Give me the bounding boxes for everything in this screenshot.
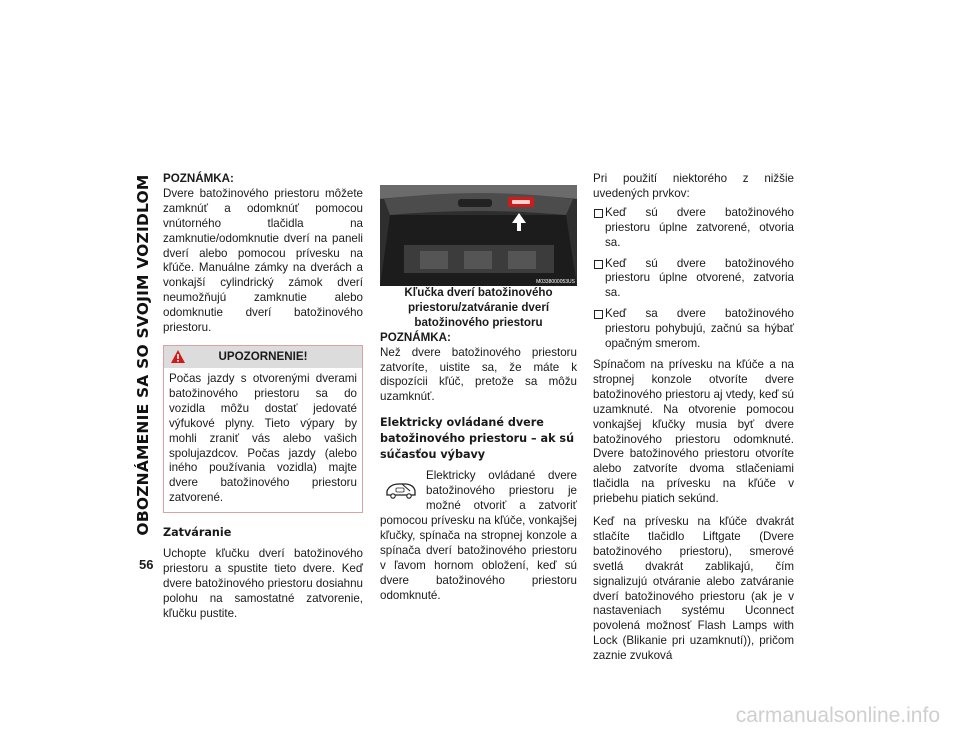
warning-triangle-icon	[170, 349, 186, 364]
note-title: POZNÁMKA:	[163, 172, 234, 185]
section-text-closing: Uchopte kľučku dverí batožinového priestoru a spustite tieto dvere. Keď dvere batožinového priestoru dosiahnu polohu na samostatné zatvorenie, kľučku pustite.	[163, 547, 363, 620]
power-liftgate-block	[380, 469, 577, 603]
checkbox-bullet-icon	[594, 209, 603, 218]
list-item-text: Keď sa dvere batožinového priestoru pohybujú, začnú sa hýbať opačným smerom.	[605, 307, 794, 351]
watermark: carmanualsonline.info	[735, 704, 940, 727]
section-title-power-liftgate: Elektricky ovládané dvere batožinového priestoru – ak sú súčasťou výbavy	[380, 416, 575, 462]
image-code: M0338000053US	[536, 279, 575, 285]
warning-box	[163, 345, 363, 513]
section-text-power-liftgate: Elektricky ovládané dvere batožinového priestoru je možné otvoriť a zatvoriť pomocou prívesku na kľúče, vonkajšej kľučky, spínača na stropnej konzole a spínača dverí batožinového priestoru v ľavom hornom obložení, keď sú dvere batožinového priestoru odomknuté.	[380, 469, 577, 602]
side-chapter-title-text: OBOZNÁMENIE SA SO SVOJIM VOZIDLOM	[134, 174, 152, 536]
list-item	[593, 257, 794, 302]
list-item	[593, 206, 794, 251]
list-item-text: Keď sú dvere batožinového priestoru úplne otvorené, zatvoria sa.	[605, 256, 794, 300]
warning-text: Počas jazdy s otvorenými dverami batožinového priestoru sa do vozidla môžu dostať jedovaté výfukové plyny. Tieto výpary by mohli zraniť vás alebo vašich spolujazdcov. Počas jazdy (alebo iného používania vozidla) majte dvere batožinového priestoru zatvorené.	[169, 371, 357, 505]
note-title-2: POZNÁMKA:	[380, 330, 451, 344]
checkbox-bullet-icon	[594, 310, 603, 319]
column-3	[593, 172, 794, 664]
note-text: Dvere batožinového priestoru môžete zamknúť a odomknúť pomocou vnútorného tlačidla na zamknutie/odomknutie dverí na paneli dverí alebo pomocou prívesku na kľúče. Manuálne zámky na dverách a vonkajší cylindrický zámok dverí neumožňujú zamknutie alebo odomknutie dverí batožinového priestoru.	[163, 186, 363, 335]
paragraph-1: Spínačom na prívesku na kľúče a na stropnej konzole otvoríte dvere batožinového priestoru aj vtedy, keď sú uzamknuté. Na otvorenie pomocou vonkajšej kľučky musia byť dvere batožinového priestoru odomknuté. Dvere batožinového priestoru otvoríte alebo zatvoríte dvoma stlačeniami tlačidla na prívesku na kľúče v priebehu piatich sekúnd.	[593, 357, 794, 506]
page-number: 56	[139, 557, 154, 572]
section-title-closing: Zatváranie	[163, 526, 232, 540]
paragraph-2: Keď na prívesku na kľúče dvakrát stlačíte tlačidlo Liftgate (Dvere batožinového priestoru), smerové svetlá dvakrát zablikajú, čím signalizujú otváranie alebo zatváranie dverí batožinového priestoru (ak je v nastaveniach systému Uconnect povolená možnosť Flash Lamps with Lock (Blikanie pri uzamknutí)), pričom zaznie zvuková	[593, 515, 794, 663]
column-1	[163, 172, 363, 622]
column-2	[380, 185, 577, 603]
list-item-text: Keď sú dvere batožinového priestoru úplne zatvorené, otvoria sa.	[605, 205, 794, 249]
remote-liftgate-icon	[384, 479, 418, 501]
checkbox-bullet-icon	[594, 260, 603, 269]
list-item	[593, 307, 794, 352]
warning-header	[164, 346, 362, 368]
warning-title: UPOZORNENIE!	[218, 349, 308, 363]
liftgate-handle-photo	[380, 185, 577, 286]
photo-caption: Kľučka dverí batožinového priestoru/zatváranie dverí batožinového priestoru	[404, 286, 553, 329]
intro-text: Pri použití niektorého z nižšie uvedených prvkov:	[593, 172, 794, 200]
side-chapter-title	[128, 150, 158, 560]
note-text-2: Než dvere batožinového priestoru zatvoríte, uistite sa, že máte k dispozícii kľúč, pretože sa môžu uzamknúť.	[380, 345, 577, 404]
bullet-list	[593, 206, 794, 352]
